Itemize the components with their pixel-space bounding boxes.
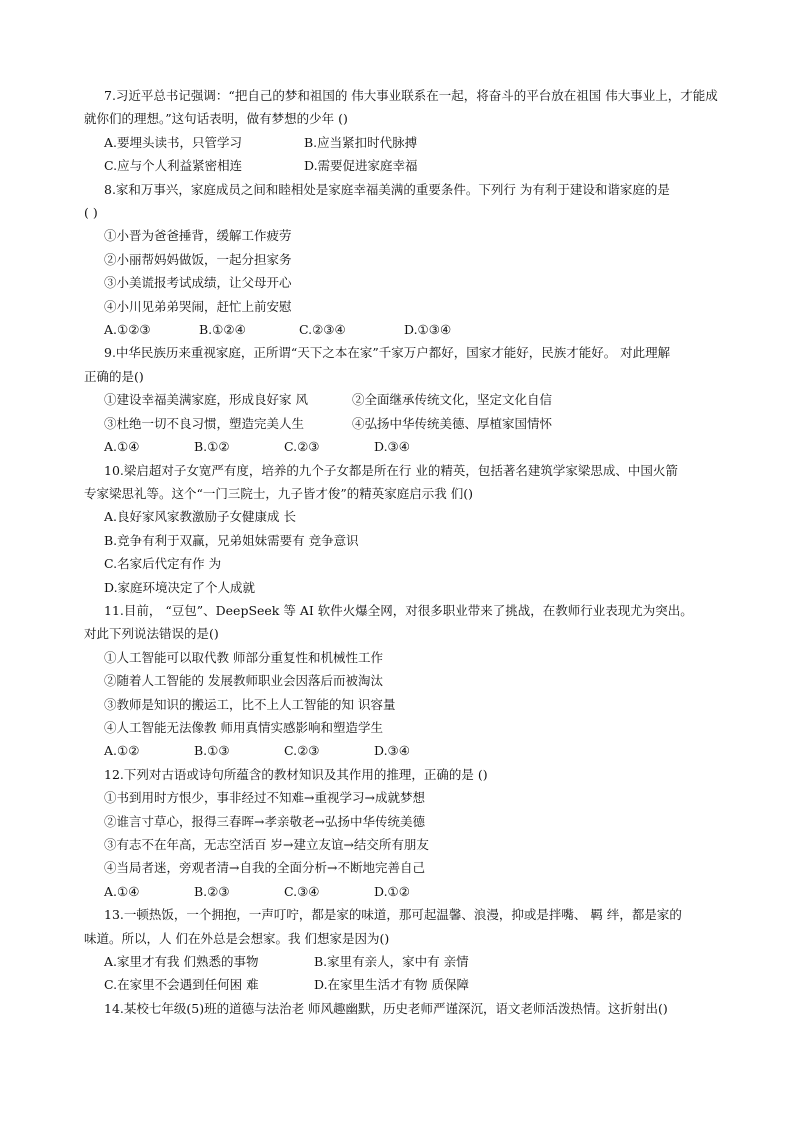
statement-item: ④弘扬中华传统美德、厚植家国情怀 [352, 415, 553, 431]
question-stem-continued: 对此下列说法错误的是() [84, 626, 219, 642]
option-b[interactable]: B.①③ [194, 743, 230, 759]
option-c[interactable]: C.③④ [284, 883, 320, 899]
option-b[interactable]: B.①② [194, 439, 230, 455]
question-stem: 11.目前， “豆包”、DeepSeek 等 AI 软件火爆全网，对很多职业带来了挑战，在教师行业表现尤为突出。 [104, 602, 693, 618]
options-row [84, 973, 723, 996]
option-d[interactable]: D.①③④ [404, 322, 452, 338]
question-stem: 7.习近平总书记强调：“把自己的梦和祖国的 伟大事业联系在一起，将奋斗的平台放在祖国 伟大事业上，才能成就你们的理想。”这句话表明，做有梦想的少年 () [84, 88, 718, 127]
option-b[interactable]: B.①②④ [199, 322, 246, 338]
statement-item: ①书到用时方恨少，事非经过不知难→重视学习→成就梦想 [104, 790, 425, 806]
option-a[interactable]: A.①② [104, 743, 140, 759]
option-b[interactable]: B.家里有亲人，家中有 亲情 [314, 954, 469, 970]
option-a[interactable]: A.①②③ [104, 322, 151, 338]
option-c[interactable]: C.在家里不会遇到任何困 难 [104, 977, 259, 993]
question-stem: 12.下列对古语或诗句所蕴含的教材知识及其作用的推理，正确的是 () [104, 766, 488, 782]
options-row [84, 950, 723, 973]
statement-item: ②全面继承传统文化，坚定文化自信 [352, 392, 553, 408]
statement-item: ②谁言寸草心，报得三春晖→孝亲敬老→弘扬中华传统美德 [104, 813, 425, 829]
options-row [84, 739, 723, 762]
option-d[interactable]: D.①② [374, 883, 410, 899]
question-stem: 8.家和万事兴，家庭成员之间和睦相处是家庭幸福美满的重要条件。下列行 为有利于建设和谐家庭的是 [104, 181, 670, 197]
statement-item: ①人工智能可以取代教 师部分重复性和机械性工作 [104, 649, 383, 665]
statement-item: ③小美谎报考试成绩，让父母开心 [104, 275, 292, 291]
question-13 [84, 903, 723, 997]
option-c[interactable]: C.②③ [284, 743, 320, 759]
option-d[interactable]: D.③④ [374, 743, 410, 759]
option-a[interactable]: A.①④ [104, 883, 140, 899]
option-c[interactable]: C.应与个人利益紧密相连 [104, 158, 243, 174]
question-7 [84, 84, 723, 178]
statement-item: ①小晋为爸爸捶背，缓解工作疲劳 [104, 228, 292, 244]
question-stem: 13.一顿热饭，一个拥抱，一声叮咛，都是家的味道，那可起温馨、浪漫，抑或是拌嘴、 羁 绊，都是家的 [104, 907, 682, 923]
question-stem: 14.某校七年级(5)班的道德与法治老 师风趣幽默，历史老师严谨深沉，语文老师活泼热情。这折射出() [104, 1000, 668, 1016]
option-a[interactable]: A.良好家风家教激励子女健康成 长 [104, 509, 296, 525]
question-stem-continued: 正确的是() [84, 368, 144, 384]
option-c[interactable]: C.②③ [284, 439, 320, 455]
option-d[interactable]: D.在家里生活才有物 质保障 [314, 977, 470, 993]
question-stem-continued: ( ) [84, 205, 98, 221]
options-row [84, 131, 723, 154]
statement-item: ③有志不在年高，无志空活百 岁→建立友谊→结交所有朋友 [104, 837, 429, 852]
question-stem: 9.中华民族历来重视家庭，正所谓“天下之本在家”千家万户都好，国家才能好，民族才能好。 对此理解 [104, 345, 671, 361]
option-d[interactable]: D.需要促进家庭幸福 [304, 158, 418, 174]
statement-item: ④当局者迷，旁观者清→自我的全面分析→不断地完善自己 [104, 860, 425, 876]
question-10 [84, 459, 723, 599]
statement-item: ③杜绝一切不良习惯，塑造完美人生 [104, 415, 305, 431]
statement-item: ③教师是知识的搬运工，比不上人工智能的知 识容量 [104, 696, 396, 712]
option-a[interactable]: A.要埋头读书，只管学习 [104, 134, 243, 150]
statement-item: ④小川见弟弟哭闹，赶忙上前安慰 [104, 298, 292, 314]
option-a[interactable]: A.①④ [104, 439, 140, 455]
question-11 [84, 599, 723, 763]
question-12 [84, 763, 723, 903]
question-8 [84, 178, 723, 342]
question-9 [84, 341, 723, 458]
statement-item: ④人工智能无法像教 师用真情实感影响和塑造学生 [104, 719, 383, 735]
options-row [84, 880, 723, 903]
statement-item: ②小丽帮妈妈做饭，一起分担家务 [104, 251, 292, 267]
option-c[interactable]: C.名家后代定有作 为 [104, 556, 222, 572]
statement-item: ①建设幸福美满家庭，形成良好家 风 [104, 392, 308, 408]
option-b[interactable]: B.②③ [194, 883, 230, 899]
option-b[interactable]: B.竞争有利于双赢，兄弟姐妹需要有 竞争意识 [104, 532, 359, 548]
option-a[interactable]: A.家里才有我 们熟悉的事物 [104, 954, 259, 970]
statement-row [84, 412, 723, 435]
question-14 [84, 997, 723, 1020]
question-stem: 10.梁启超对子女宽严有度，培养的九个子女都是所在行 业的精英，包括著名建筑学家梁思成、中国火箭 [104, 462, 678, 478]
options-row [84, 435, 723, 458]
option-b[interactable]: B.应当紧扣时代脉搏 [304, 134, 418, 150]
statement-item: ②随着人工智能的 发展教师职业会因落后而被淘汰 [104, 673, 383, 689]
question-stem-continued: 专家梁思礼等。这个“一门三院士，九子皆才俊”的精英家庭启示我 们() [84, 485, 474, 501]
options-row [84, 318, 723, 341]
question-stem-continued: 味道。所以，人 们在外总是会想家。我 们想家是因为() [84, 930, 390, 946]
option-d[interactable]: D.③④ [374, 439, 410, 455]
option-c[interactable]: C.②③④ [299, 322, 346, 338]
statement-row [84, 388, 723, 411]
options-row [84, 154, 723, 177]
option-d[interactable]: D.家庭环境决定了个人成就 [104, 579, 256, 595]
